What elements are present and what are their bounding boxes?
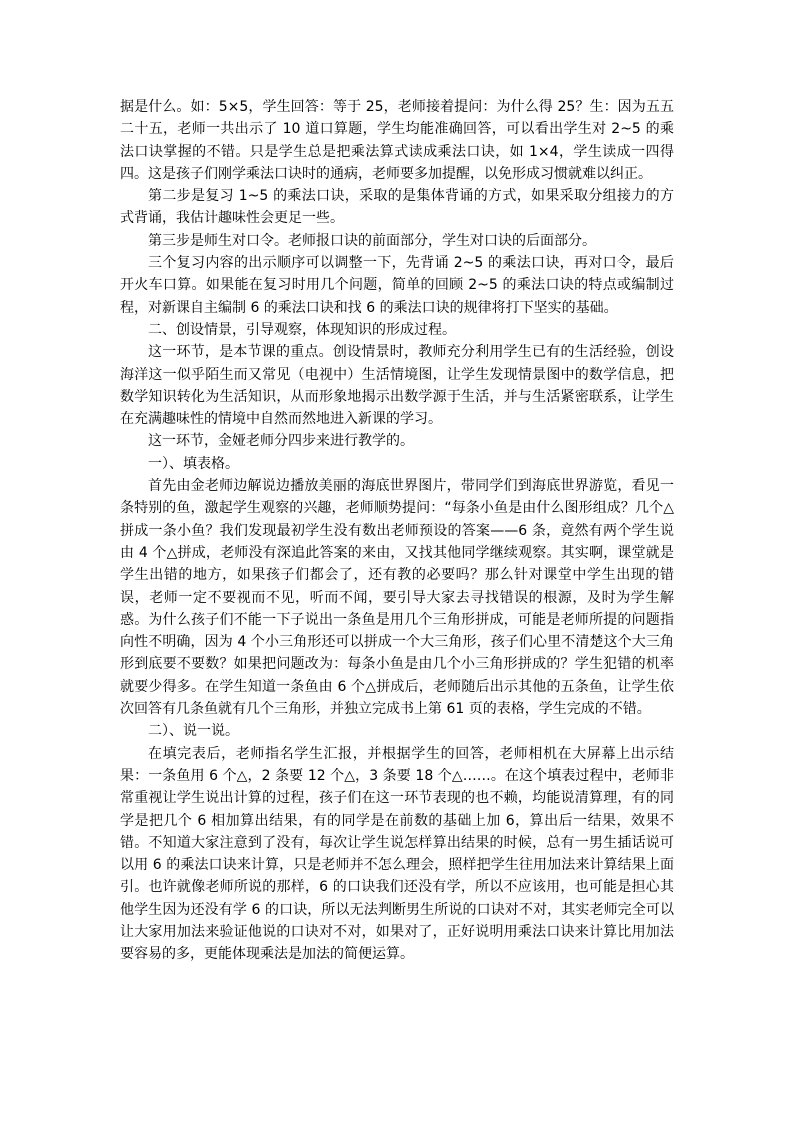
paragraph-1: 据是什么。如：5×5，学生回答：等于 25，老师接着提问：为什么得 25？生：因为五五二十五，老师一共出示了 10 道口算题，学生均能准确回答，可以看出学生对 2~5 的乘法口诀掌握的不错。只是学生总是把乘法算式读成乘法口诀，如 1×4，学生读成一四得四。这是孩子们刚学乘法口诀时的通病，老师要多加提醒，以免形成习惯就难以纠正。 (120, 99, 674, 182)
paragraph-4: 三个复习内容的出示顺序可以调整一下，先背诵 2~5 的乘法口诀，再对口令，最后开火车口算。如果能在复习时用几个问题，简单的回顾 2~5 的乘法口诀的特点或编制过程，对新课自主编制 6 的乘法口诀和找 6 的乘法口诀的规律将打下坚实的基础。 (120, 255, 674, 316)
section-heading-2: 二、创设情景，引导观察，体现知识的形成过程。 (148, 321, 456, 338)
subheading-2: 二）、说一说。 (148, 723, 239, 740)
paragraph-9: 首先由金老师边解说边播放美丽的海底世界图片，带同学们到海底世界游览，看见一条特别的鱼，激起学生观察的兴趣，老师顺势提问：“每条小鱼是由什么图形组成？几个△拼成一条小鱼？我们发现最初学生没有数出老师预设的答案——6 条，竟然有两个学生说由 4 个△拼成，老师没有深追此答案的来由，又找其他同学继续观察。其实啊，课堂就是学生出错的地方，如果孩子们都会了，还有教的必要吗？那么针对课堂中学生出现的错误，老师一定不要视而不见，听而不闻，要引导大家去寻找错误的根源，及时为学生解惑。为什么孩子们不能一下子说出一条鱼是用几个三角形拼成，可能是老师所提的问题指向性不明确，因为 4 个小三角形还可以拼成一个大三角形，孩子们心里不清楚这个大三角形到底要不要数？如果把问题改为：每条小鱼是由几个小三角形拼成的？学生犯错的机率就要少得多。在学生知道一条鱼由 6 个△拼成后，老师随后出示其他的五条鱼，让学生依次回答有几条鱼就有几个三角形，并独立完成书上第 61 页的表格，学生完成的不错。 (120, 478, 674, 718)
subheading-1: 一）、填表格。 (148, 455, 239, 472)
paragraph-2: 第二步是复习 1~5 的乘法口诀，采取的是集体背诵的方式，如果采取分组接力的方式背诵，我估计趣味性会更足一些。 (120, 188, 674, 227)
paragraph-11: 在填完表后，老师指名学生汇报，并根据学生的回答，老师相机在大屏幕上出示结果：一条鱼用 6 个△，2 条要 12 个△，3 条要 18 个△……。在这个填表过程中，老师非常重视让学生说出计算的过程，孩子们在这一环节表现的也不赖，均能说清算理，有的同学是把几个 6 相加算出结果，有的同学是在前数的基础上加 6，算出后一结果，效果不错。不知道大家注意到了没有，每次让学生说怎样算出结果的时候，总有一男生插话说可以用 6 的乘法口诀来计算，只是老师并不怎么理会，照样把学生往用加法来计算结果上面引。也许就像老师所说的那样，6 的口诀我们还没有学，所以不应该用，也可能是担心其他学生因为还没有学 6 的口诀，所以无法判断男生所说的口诀对不对，其实老师完全可以让大家用加法来验证他说的口诀对不对，如果对了，正好说明用乘法口诀来计算比用加法要容易的多，更能体现乘法是加法的简便运算。 (120, 745, 674, 963)
paragraph-3: 第三步是师生对口令。老师报口诀的前面部分，学生对口诀的后面部分。 (148, 232, 596, 249)
paragraph-7: 这一环节，金娅老师分四步来进行教学的。 (148, 433, 414, 450)
paragraph-6: 这一环节，是本节课的重点。创设情景时，教师充分利用学生已有的生活经验，创设海洋这一似乎陌生而又常见（电视中）生活情境图，让学生发现情景图中的数学信息，把数学知识转化为生活知识，从而形象地揭示出数学源于生活，并与生活紧密联系，让学生在充满趣味性的情境中自然而然地进入新课的学习。 (120, 344, 674, 428)
